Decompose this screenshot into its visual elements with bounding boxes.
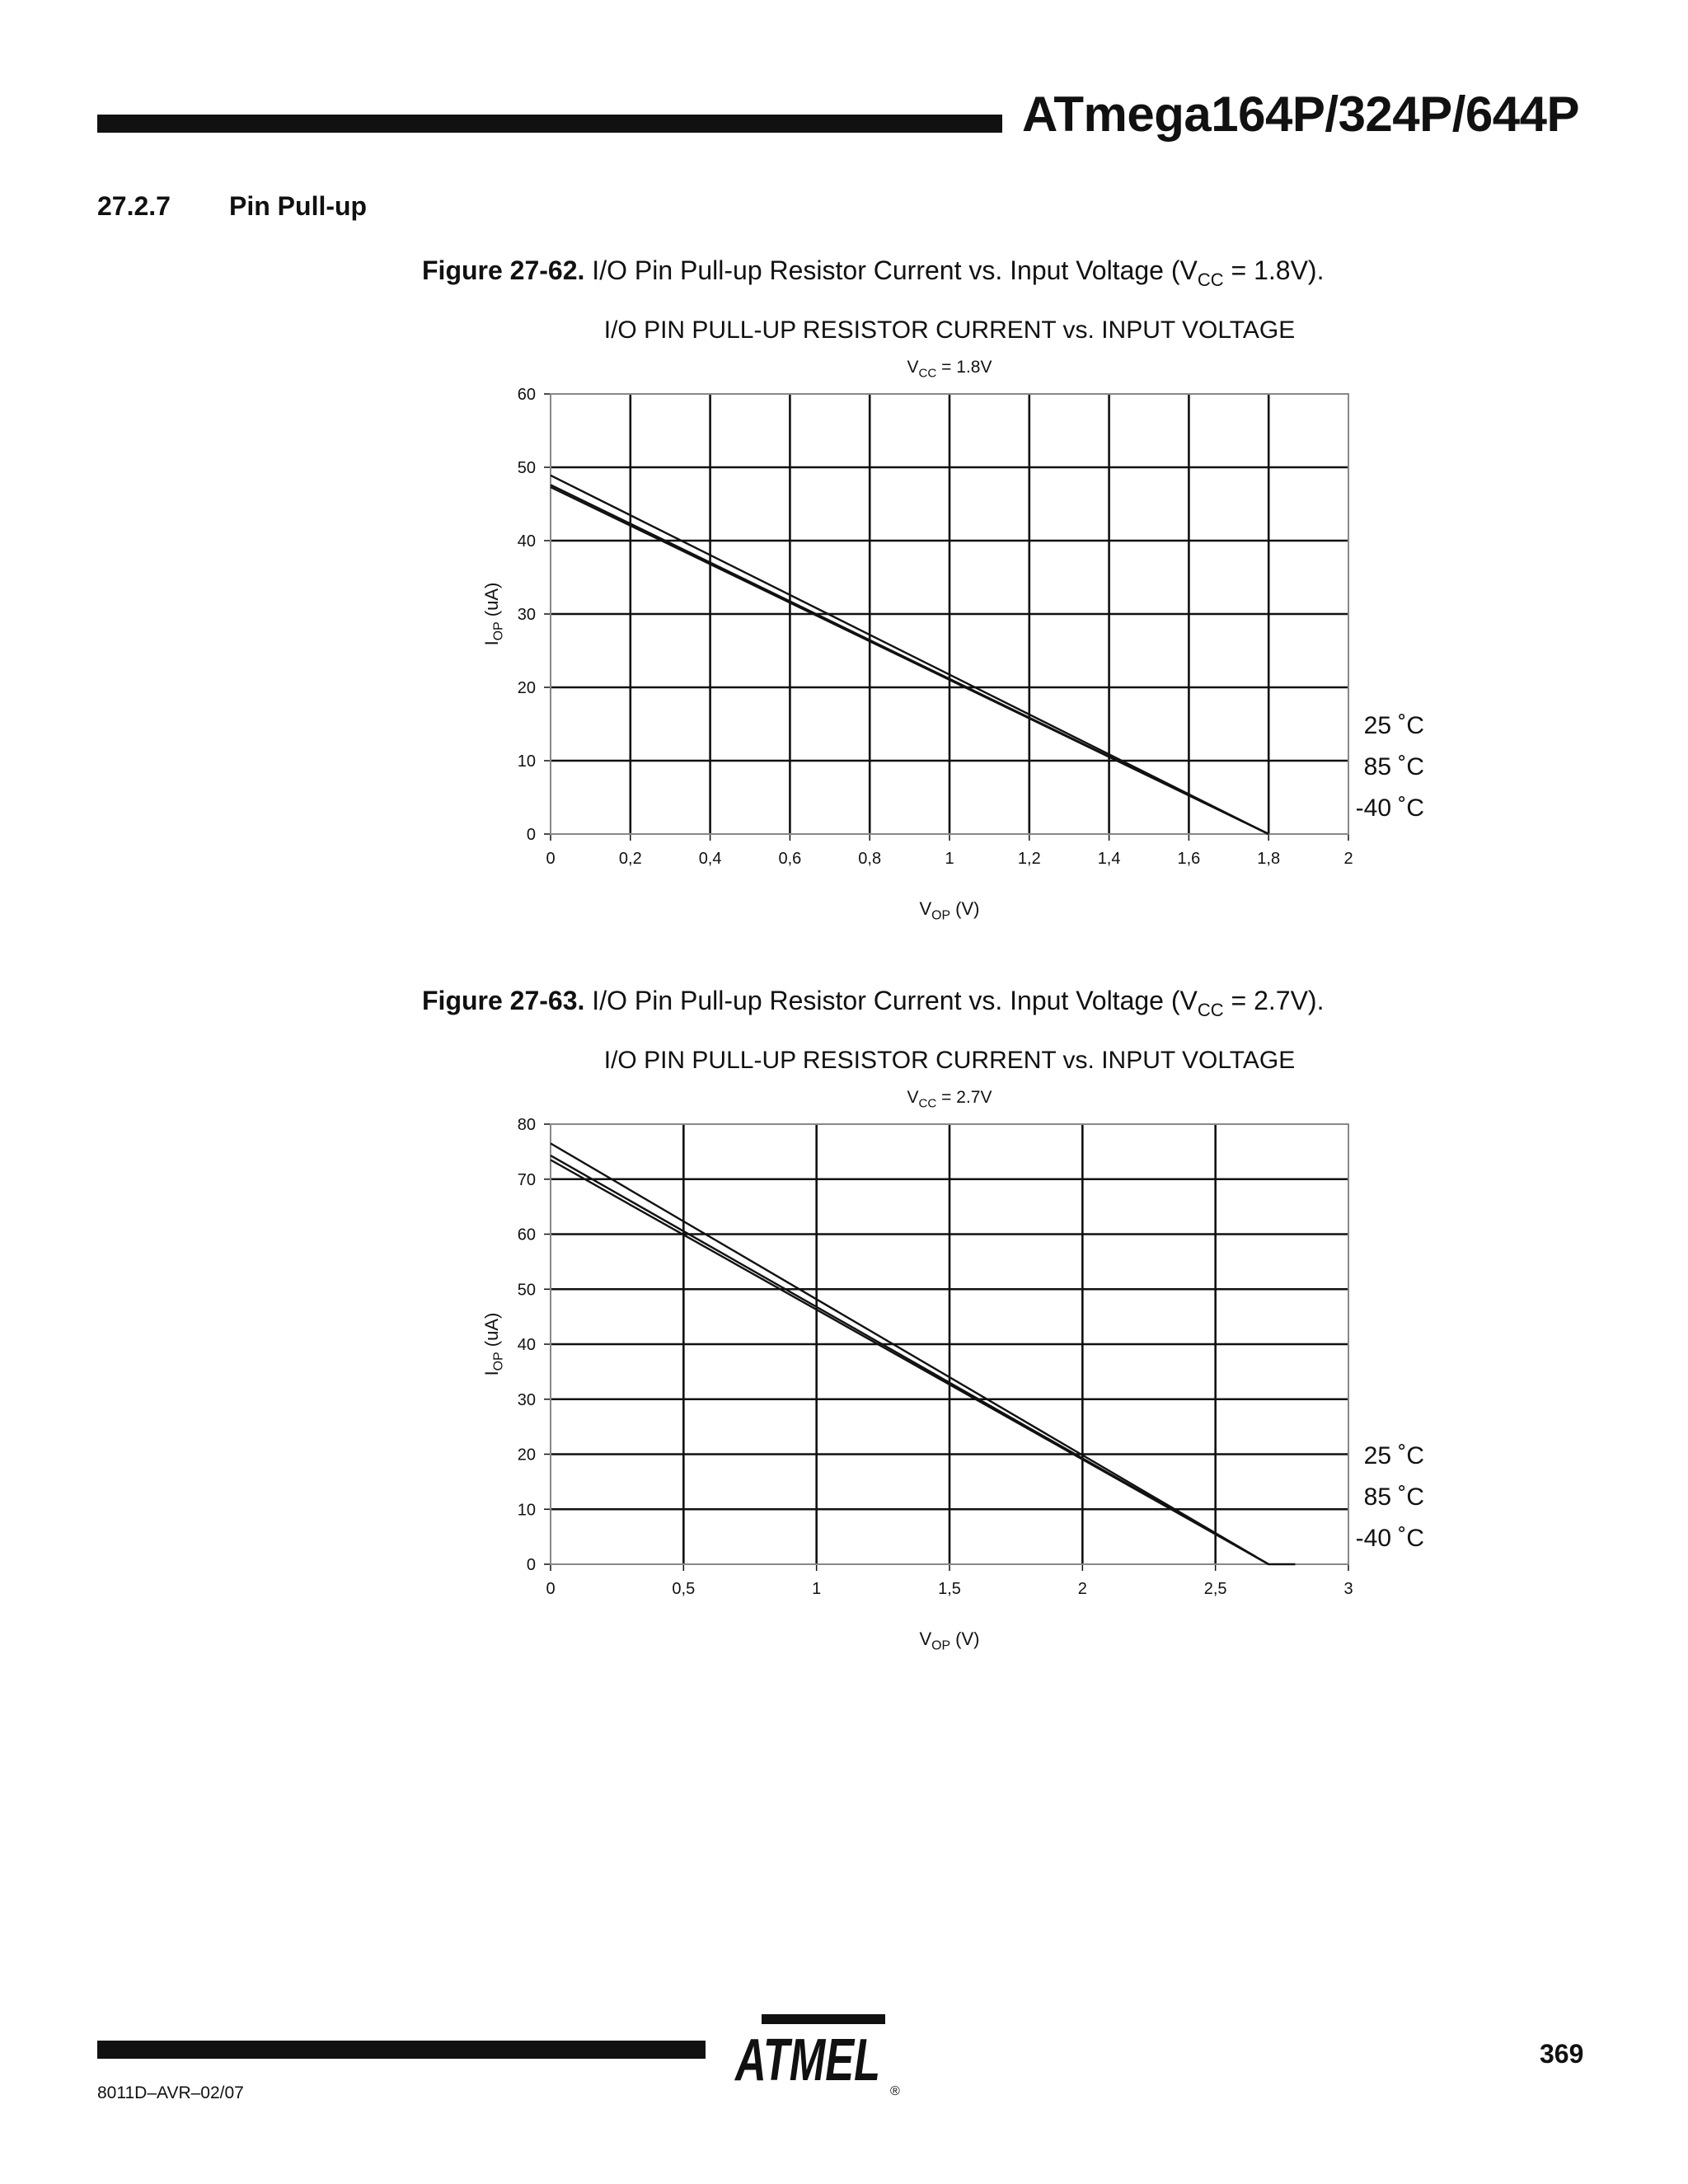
legend-entry: 25 ˚C bbox=[1363, 1442, 1424, 1469]
y-tick-label: 40 bbox=[517, 1336, 536, 1354]
x-tick-label: 1,6 bbox=[1177, 850, 1201, 868]
x-tick-label: 0,5 bbox=[672, 1580, 696, 1598]
chart-vcc-2v7 bbox=[0, 1035, 1688, 1653]
x-axis-label: $V_{OP}$ (V) bbox=[919, 1629, 980, 1653]
logo-wordmark: ATMEL bbox=[734, 2027, 880, 2093]
legend-entry: 85 ˚C bbox=[1363, 1483, 1424, 1511]
series-line bbox=[551, 1155, 1295, 1564]
x-tick-label: 2,5 bbox=[1203, 1580, 1227, 1598]
registered-mark: ® bbox=[890, 2084, 900, 2098]
logo-top-bar bbox=[762, 2014, 885, 2024]
header-rule bbox=[97, 115, 1002, 133]
atmel-logo bbox=[729, 2011, 902, 2102]
y-axis-label: $I_{OP}$ (uA) bbox=[481, 582, 506, 646]
y-tick-label: 20 bbox=[517, 1446, 536, 1465]
x-tick-label: 1 bbox=[945, 850, 954, 868]
legend-entry: 85 ˚C bbox=[1363, 753, 1424, 780]
y-tick-label: 10 bbox=[517, 1501, 536, 1520]
document-title: ATmega164P/324P/644P bbox=[1022, 87, 1579, 142]
legend-entry: 25 ˚C bbox=[1363, 712, 1424, 739]
x-tick-label: 0,4 bbox=[698, 850, 722, 868]
chart-subtitle: $V_{CC} = 2.7V$ bbox=[907, 1088, 992, 1111]
figure-caption-1 bbox=[422, 255, 1325, 290]
legend-entry: -40 ˚C bbox=[1355, 1525, 1424, 1552]
page-number: 369 bbox=[1540, 2039, 1584, 2069]
y-tick-label: 40 bbox=[517, 532, 536, 551]
figure-text-end: = 2.7V). bbox=[1223, 986, 1325, 1015]
section-title: Pin Pull-up bbox=[229, 191, 368, 221]
y-tick-label: 30 bbox=[517, 606, 536, 624]
chart-title: I/O PIN PULL-UP RESISTOR CURRENT vs. INPUT VOLTAGE bbox=[603, 1047, 1296, 1074]
y-axis-label: $I_{OP}$ (uA) bbox=[481, 1312, 506, 1376]
footer-doc-id: 8011D–AVR–02/07 bbox=[97, 2083, 244, 2102]
x-tick-label: 1 bbox=[812, 1580, 822, 1598]
y-tick-label: 80 bbox=[517, 1116, 536, 1134]
figure-subscript: CC bbox=[1197, 269, 1224, 290]
x-tick-label: 1,4 bbox=[1097, 850, 1121, 868]
series-line bbox=[551, 476, 1268, 834]
y-tick-label: 60 bbox=[517, 386, 536, 404]
y-tick-label: 70 bbox=[517, 1170, 536, 1189]
x-tick-label: 0 bbox=[546, 1580, 556, 1598]
y-tick-label: 50 bbox=[517, 1281, 536, 1300]
chart-vcc-1v8 bbox=[0, 305, 1688, 923]
chart-title: I/O PIN PULL-UP RESISTOR CURRENT vs. INPUT VOLTAGE bbox=[603, 316, 1296, 344]
series-line bbox=[551, 1143, 1268, 1564]
figure-label: Figure 27-62. bbox=[422, 255, 585, 285]
y-tick-label: 10 bbox=[517, 752, 536, 771]
x-tick-label: 1,2 bbox=[1017, 850, 1041, 868]
x-tick-label: 0,8 bbox=[858, 850, 882, 868]
legend-entry: -40 ˚C bbox=[1355, 794, 1424, 822]
figure-label: Figure 27-63. bbox=[422, 986, 585, 1015]
x-tick-label: 2 bbox=[1077, 1580, 1087, 1598]
x-tick-label: 2 bbox=[1343, 850, 1353, 868]
y-tick-label: 30 bbox=[517, 1390, 536, 1409]
y-tick-label: 20 bbox=[517, 679, 536, 697]
x-tick-label: 3 bbox=[1343, 1580, 1353, 1598]
y-tick-label: 0 bbox=[526, 826, 536, 844]
x-tick-label: 1,8 bbox=[1257, 850, 1281, 868]
section-number: 27.2.7 bbox=[97, 191, 171, 221]
x-tick-label: 0 bbox=[546, 850, 556, 868]
figure-caption-2 bbox=[422, 986, 1325, 1020]
x-tick-label: 1,5 bbox=[938, 1580, 961, 1598]
footer-rule bbox=[97, 2041, 706, 2059]
figure-subscript: CC bbox=[1197, 1000, 1224, 1020]
x-tick-label: 0,6 bbox=[778, 850, 802, 868]
figure-text-end: = 1.8V). bbox=[1223, 255, 1325, 285]
figure-text: I/O Pin Pull-up Resistor Current vs. Input Voltage (V bbox=[584, 255, 1198, 285]
y-tick-label: 50 bbox=[517, 459, 536, 477]
chart-subtitle: $V_{CC} = 1.8V$ bbox=[907, 358, 992, 381]
y-tick-label: 60 bbox=[517, 1226, 536, 1244]
x-tick-label: 0,2 bbox=[618, 850, 642, 868]
y-tick-label: 0 bbox=[526, 1556, 536, 1574]
series-line bbox=[551, 485, 1268, 834]
figure-text: I/O Pin Pull-up Resistor Current vs. Input Voltage (V bbox=[584, 986, 1198, 1015]
x-axis-label: $V_{OP}$ (V) bbox=[919, 898, 980, 923]
